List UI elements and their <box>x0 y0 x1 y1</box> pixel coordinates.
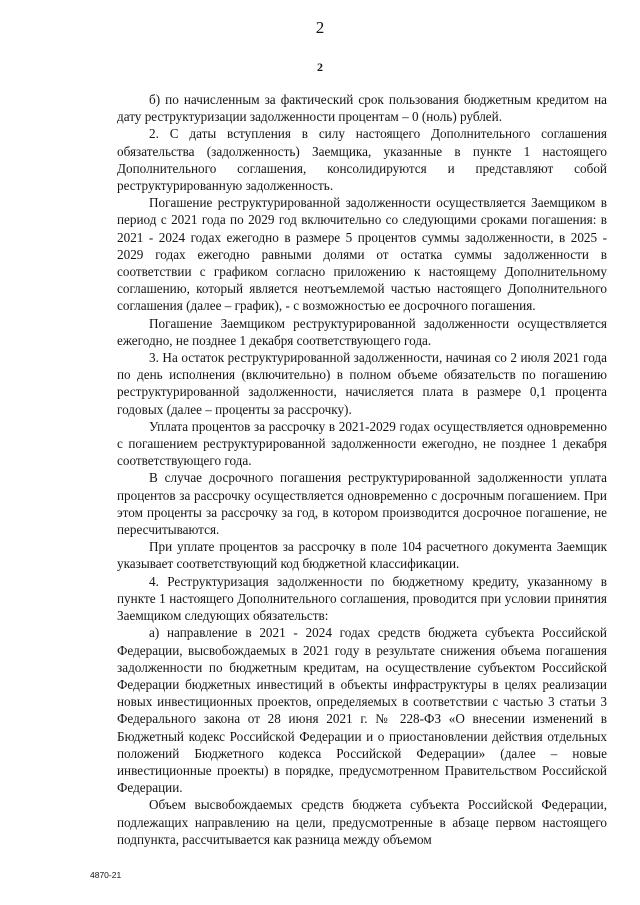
paragraph-2: 2. С даты вступления в силу настоящего Дополнительного соглашения обязательства (задолженность) Заемщика, указанные в пункте 1 настоящего Дополнительного соглашения, консолидируются и представляют собой реструктурированную задолженность. <box>117 126 607 194</box>
paragraph-4: 4. Реструктуризация задолженности по бюджетному кредиту, указанному в пункте 1 настоящего Дополнительного соглашения, проводится при условии принятия Заемщиком следующих обязательств: <box>117 573 607 624</box>
paragraph-4a-volume: Объем высвобождаемых средств бюджета субъекта Российской Федерации, подлежащих направлению на цели, предусмотренные в абзаце первом настоящего подпункта, рассчитывается как разница между объемом <box>117 797 607 847</box>
paragraph-1b: б) по начисленным за фактический срок пользования бюджетным кредитом на дату реструктуризации задолженности процентам – 0 (ноль) рублей. <box>117 92 607 125</box>
paragraph-4a: а) направление в 2021 - 2024 годах средств бюджета субъекта Российской Федерации, высвобождаемых в 2021 году в результате снижения объема погашения задолженности по бюджетным кредитам, на осуществление субъектом Российской Федерации бюджетных инвестиций в объекты инфраструктуры в целях реализации новых инвестиционных проектов, определяемых в соответствии с частью 3 статьи 3 Федерального закона от 28 июня 2021 г. № 228-ФЗ «О внесении изменений в Бюджетный кодекс Российской Федерации и о приостановлении действия отдельных положений Бюджетного кодекса Российской Федерации» (далее – новые инвестиционные проекты) в порядке, предусмотренном Правительством Российской Федерации. <box>117 625 607 796</box>
paragraph-3: 3. На остаток реструктурированной задолженности, начиная со 2 июля 2021 года по день исполнения (включительно) в полном объеме обязательств по погашению реструктурированной задолженности, начисляется плата в размере 0,1 процента годовых (далее – проценты за рассрочку). <box>117 350 607 417</box>
paragraph-3-field104: При уплате процентов за рассрочку в поле 104 расчетного документа Заемщик указывает соответствующий код бюджетной классификации. <box>117 539 607 572</box>
paragraph-3-interest: Уплата процентов за рассрочку в 2021-2029 годах осуществляется одновременно с погашением реструктурированной задолженности ежегодно, не позднее 1 декабря соответствующего года. <box>117 418 607 469</box>
document-code: 4870-21 <box>90 870 122 880</box>
paragraph-2-repayment: Погашение реструктурированной задолженности осуществляется Заемщиком в период с 2021 года по 2029 год включительно со следующими сроками погашения: в 2021 - 2024 годах ежегодно в размере 5 процентов суммы задолженности, в 2025 - 2029 годах ежегодно равными долями от остатка суммы задолженности в соответствии с графиком согласно приложению к настоящему Дополнительному соглашению, который является неотъемлемой частью настоящего Дополнительного соглашения (далее – график), - с возможностью ее досрочного погашения. <box>117 195 607 314</box>
document-body <box>117 91 607 848</box>
paragraph-3-early: В случае досрочного погашения реструктурированной задолженности уплата процентов за рассрочку осуществляется одновременно с досрочным погашением. При этом проценты за рассрочку за год, в котором производится досрочное погашение, не пересчитываются. <box>117 470 607 538</box>
page-number: 2 <box>315 18 325 37</box>
paragraph-2-annual: Погашение Заемщиком реструктурированной задолженности осуществляется ежегодно, не позднее 1 декабря соответствующего года. <box>117 315 607 348</box>
page-number-inner: 2 <box>317 60 323 74</box>
